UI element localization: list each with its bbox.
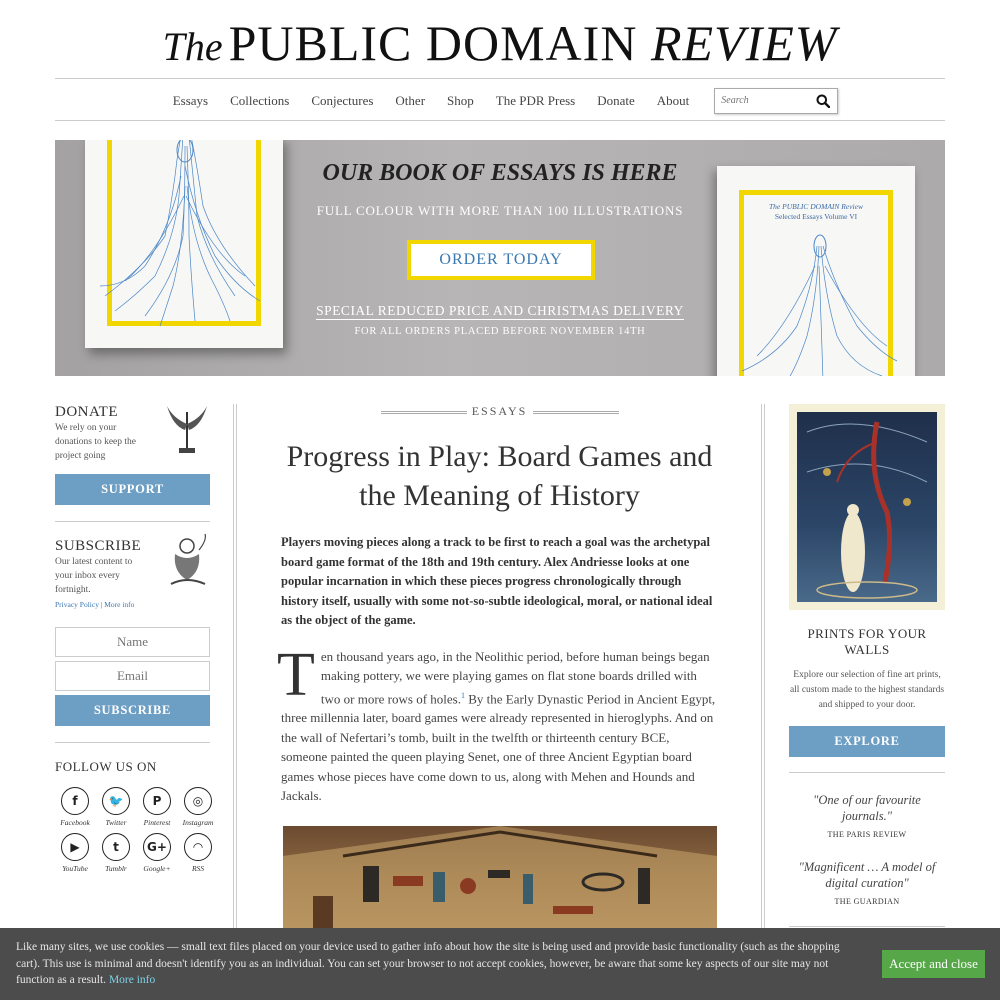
- rss-icon[interactable]: ◠: [184, 833, 212, 861]
- more-info-link[interactable]: More info: [104, 600, 135, 609]
- social-googleplus[interactable]: [137, 833, 177, 873]
- section-label-text[interactable]: ESSAYS: [471, 404, 528, 418]
- prints-heading: PRINTS FOR YOUR WALLS: [807, 626, 927, 657]
- link-separator: |: [100, 600, 103, 609]
- print-illustration: [797, 412, 937, 602]
- donate-heading: DONATE: [55, 404, 118, 420]
- name-field[interactable]: [55, 627, 210, 657]
- cookie-more-info-link[interactable]: More info: [108, 974, 156, 986]
- subscribe-block: [55, 538, 210, 620]
- cookie-banner: [0, 928, 1000, 1000]
- nav-item-essays[interactable]: Essays: [172, 92, 209, 108]
- search-input[interactable]: [715, 95, 805, 106]
- logo-the: The: [162, 24, 223, 69]
- cover-subtitle-text: Selected Essays Volume VI: [774, 212, 858, 221]
- article-body: [277, 640, 718, 806]
- article-lede: Players moving pieces along a track to be first to reach a goal was the archetypal board game format of the 18th and 19th century. Alex Andriesse looks at one popular incarnation in which these pieces progress chronologically through history itself, usually with some not-so-subtle ideological, moral, or national ideal as the object of the game.: [281, 535, 713, 627]
- social-tumblr[interactable]: [96, 833, 136, 873]
- explore-button[interactable]: EXPLORE: [789, 726, 945, 757]
- article-title: Progress in Play: Board Games and the Meaning of History: [286, 440, 713, 512]
- nav-item-shop[interactable]: Shop: [447, 92, 474, 108]
- cookie-text: [16, 939, 866, 989]
- main-nav: [55, 78, 945, 121]
- banner-headline: OUR BOOK OF ESSAYS IS HERE: [322, 160, 678, 186]
- facebook-icon[interactable]: f: [61, 787, 89, 815]
- featured-print-image[interactable]: [789, 404, 945, 610]
- nav-item-about[interactable]: About: [656, 92, 690, 108]
- tumblr-icon[interactable]: t: [102, 833, 130, 861]
- feathered-figure-illustration-small: [717, 166, 915, 376]
- order-today-button[interactable]: ORDER TODAY: [407, 240, 595, 280]
- instagram-icon[interactable]: ◎: [184, 787, 212, 815]
- social-label: Tumblr: [105, 864, 127, 873]
- social-instagram[interactable]: [178, 787, 218, 827]
- right-sidebar: [789, 404, 945, 927]
- quote-source: THE PARIS REVIEW: [827, 830, 907, 839]
- winged-emblem-icon: [163, 404, 211, 456]
- pinterest-icon[interactable]: P: [143, 787, 171, 815]
- price-line-text[interactable]: SPECIAL REDUCED PRICE AND CHRISTMAS DELIVERY: [316, 303, 684, 318]
- left-sidebar: [55, 404, 214, 873]
- social-links: [55, 787, 214, 873]
- nav-item-conjectures[interactable]: Conjectures: [311, 92, 374, 108]
- nav-item-collections[interactable]: Collections: [230, 92, 290, 108]
- social-label: Twitter: [105, 818, 127, 827]
- egyptian-tomb-painting: [283, 826, 717, 936]
- logo-review: REVIEW: [650, 15, 838, 71]
- nav-item-other[interactable]: Other: [395, 92, 426, 108]
- social-label: YouTube: [62, 864, 88, 873]
- footnote-link[interactable]: 1: [460, 690, 465, 700]
- subscribe-text: Our latest content to your inbox every fortnight.: [55, 557, 133, 595]
- social-rss[interactable]: [178, 833, 218, 873]
- body-text-2: By the Early Dynastic Period in Ancient Egypt, three millennia later, board games were already represented in hieroglyphs. And on the wall of Nefertari’s tomb, built in the twelfth or thirteenth century BCE, someone painted the queen playing Senet, one of three Ancient Egyptian board games whose pieces have come down to us, along with Mehen and Hounds and Jackals.: [281, 690, 716, 804]
- nav-item-pdr-press[interactable]: The PDR Press: [495, 92, 576, 108]
- section-label[interactable]: [281, 404, 718, 419]
- social-label: Pinterest: [143, 818, 171, 827]
- book-promo-banner[interactable]: [55, 140, 945, 376]
- cover-title-text: The PUBLIC DOMAIN Review: [769, 202, 863, 211]
- donate-block: [55, 404, 210, 466]
- follow-heading: FOLLOW US ON: [55, 759, 157, 774]
- column-rule-right: [761, 404, 765, 934]
- book-cover-left: [85, 140, 283, 348]
- feathered-figure-illustration: [85, 140, 283, 348]
- prints-text: Explore our selection of fine art prints, all custom made to the highest standards and shipped to your door.: [789, 670, 945, 710]
- social-label: Google+: [143, 864, 171, 873]
- logo-main: PUBLIC DOMAIN: [228, 15, 638, 71]
- accept-cookies-button[interactable]: Accept and close: [882, 950, 985, 978]
- social-youtube[interactable]: [55, 833, 95, 873]
- article-image: [283, 826, 717, 936]
- press-quote: "One of our favourite journals.": [813, 793, 921, 823]
- site-logo[interactable]: [0, 14, 1000, 72]
- drop-cap: T: [277, 640, 315, 709]
- subscribe-links: [55, 600, 210, 609]
- banner-subheadline: FULL COLOUR WITH MORE THAN 100 ILLUSTRATIONS: [316, 203, 684, 218]
- column-rule-left: [233, 404, 237, 934]
- banner-price-line[interactable]: [285, 303, 715, 319]
- email-field[interactable]: [55, 661, 210, 691]
- youtube-icon[interactable]: ▶: [61, 833, 89, 861]
- social-label: Instagram: [182, 818, 214, 827]
- social-facebook[interactable]: [55, 787, 95, 827]
- search-box: [714, 88, 838, 114]
- cherub-emblem-icon: [161, 532, 211, 588]
- quote-source: THE GUARDIAN: [834, 897, 900, 906]
- twitter-icon[interactable]: 🐦: [102, 787, 130, 815]
- search-icon[interactable]: [816, 94, 830, 108]
- social-pinterest[interactable]: [137, 787, 177, 827]
- subscribe-button[interactable]: SUBSCRIBE: [55, 695, 210, 726]
- support-button[interactable]: SUPPORT: [55, 474, 210, 505]
- banner-date-line: FOR ALL ORDERS PLACED BEFORE NOVEMBER 14TH: [354, 326, 646, 337]
- subscribe-heading: SUBSCRIBE: [55, 538, 142, 554]
- googleplus-icon[interactable]: G+: [143, 833, 171, 861]
- social-twitter[interactable]: [96, 787, 136, 827]
- article: [277, 404, 718, 936]
- social-label: RSS: [191, 864, 205, 873]
- sidebar-divider: [789, 926, 945, 927]
- donate-text: We rely on your donations to keep the project going: [55, 423, 136, 461]
- privacy-policy-link[interactable]: Privacy Policy: [55, 600, 99, 609]
- nav-item-donate[interactable]: Donate: [597, 92, 635, 108]
- body-text-1: en thousand years ago, in the Neolithic period, before human beings began making pottery, we were playing games on flat stone boards drilled with two or more rows of holes.: [320, 648, 710, 706]
- book-cover-right: [717, 166, 915, 376]
- social-label: Facebook: [60, 818, 90, 827]
- cookie-message: Like many sites, we use cookies — small text files placed on your device used to gather info about how the site is being used and provide basic functionality (such as the shopping cart). This use is minimal and doesn't identify you as an individual. You can set your browser to not accept cookies, however, be aware that some key aspects of our site may not function as a result.: [16, 941, 840, 986]
- press-quote: "Magnificent … A model of digital curation": [798, 860, 936, 890]
